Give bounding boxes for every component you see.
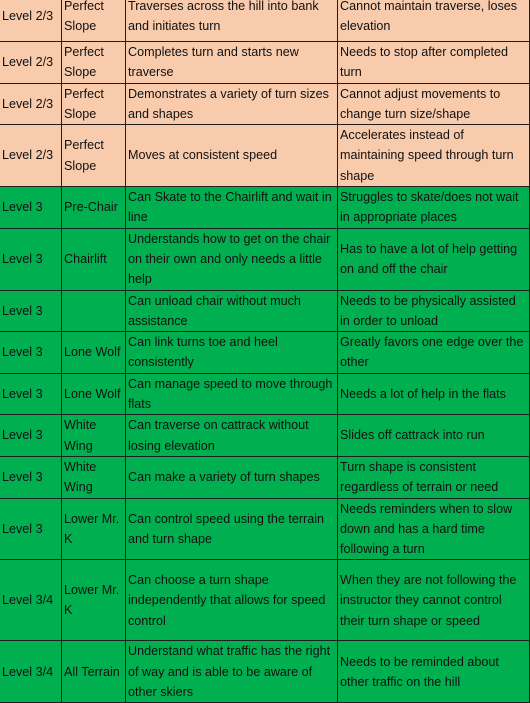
level-cell[interactable]: Level 3 xyxy=(0,332,62,374)
can-cell[interactable]: Traverses across the hill into bank and initiates turn xyxy=(126,0,338,42)
skill-cell[interactable]: White Wing xyxy=(62,415,126,457)
can-cell[interactable]: Can make a variety of turn shapes xyxy=(126,456,338,498)
level-cell[interactable]: Level 3 xyxy=(0,415,62,457)
cannot-cell[interactable]: Needs to stop after completed turn xyxy=(338,42,530,84)
skill-cell[interactable]: White Wing xyxy=(62,456,126,498)
cannot-cell[interactable]: Greatly favors one edge over the other xyxy=(338,332,530,374)
table-row xyxy=(0,228,530,290)
can-cell[interactable]: Understand what traffic has the right of way and is able to be aware of other skiers xyxy=(126,641,338,703)
level-cell[interactable]: Level 2/3 xyxy=(0,125,62,187)
can-cell[interactable]: Can control speed using the terrain and turn shape xyxy=(126,498,338,560)
cannot-cell[interactable]: Has to have a lot of help getting on and off the chair xyxy=(338,228,530,290)
skill-cell[interactable]: Perfect Slope xyxy=(62,42,126,84)
cannot-cell[interactable]: When they are not following the instructor they cannot control their turn shape or speed xyxy=(338,560,530,641)
skill-cell[interactable]: Lone Wolf xyxy=(62,373,126,415)
can-cell[interactable]: Demonstrates a variety of turn sizes and shapes xyxy=(126,83,338,125)
can-cell[interactable]: Can choose a turn shape independently that allows for speed control xyxy=(126,560,338,641)
table-row xyxy=(0,125,530,187)
skill-cell[interactable]: Chairlift xyxy=(62,228,126,290)
table-row xyxy=(0,332,530,374)
level-cell[interactable]: Level 3/4 xyxy=(0,641,62,703)
level-cell[interactable]: Level 3 xyxy=(0,373,62,415)
level-cell[interactable]: Level 3 xyxy=(0,456,62,498)
table-row xyxy=(0,373,530,415)
level-cell[interactable]: Level 3 xyxy=(0,228,62,290)
table-row xyxy=(0,187,530,229)
table-row xyxy=(0,641,530,703)
level-cell[interactable]: Level 2/3 xyxy=(0,0,62,42)
can-cell[interactable]: Can Skate to the Chairlift and wait in line xyxy=(126,187,338,229)
cannot-cell[interactable]: Cannot maintain traverse, loses elevation xyxy=(338,0,530,42)
skill-cell[interactable]: Perfect Slope xyxy=(62,83,126,125)
skill-cell[interactable]: Perfect Slope xyxy=(62,0,126,42)
can-cell[interactable]: Can unload chair without much assistance xyxy=(126,290,338,332)
can-cell[interactable]: Can manage speed to move through flats xyxy=(126,373,338,415)
cannot-cell[interactable]: Needs reminders when to slow down and has a hard time following a turn xyxy=(338,498,530,560)
table-row xyxy=(0,0,530,42)
table-row xyxy=(0,498,530,560)
can-cell[interactable]: Can traverse on cattrack without losing elevation xyxy=(126,415,338,457)
level-cell[interactable]: Level 2/3 xyxy=(0,83,62,125)
table-row xyxy=(0,290,530,332)
level-cell[interactable]: Level 3 xyxy=(0,498,62,560)
table-row xyxy=(0,415,530,457)
table-row xyxy=(0,83,530,125)
cannot-cell[interactable]: Slides off cattrack into run xyxy=(338,415,530,457)
cannot-cell[interactable]: Accelerates instead of maintaining speed through turn shape xyxy=(338,125,530,187)
cannot-cell[interactable]: Needs to be physically assisted in order to unload xyxy=(338,290,530,332)
level-cell[interactable]: Level 2/3 xyxy=(0,42,62,84)
skill-cell[interactable]: Lower Mr. K xyxy=(62,498,126,560)
can-cell[interactable]: Can link turns toe and heel consistently xyxy=(126,332,338,374)
cannot-cell[interactable]: Cannot adjust movements to change turn size/shape xyxy=(338,83,530,125)
skill-cell[interactable]: Lone Wolf xyxy=(62,332,126,374)
can-cell[interactable]: Completes turn and starts new traverse xyxy=(126,42,338,84)
level-cell[interactable]: Level 3/4 xyxy=(0,560,62,641)
skill-cell[interactable]: All Terrain xyxy=(62,641,126,703)
skill-cell[interactable]: Perfect Slope xyxy=(62,125,126,187)
cannot-cell[interactable]: Turn shape is consistent regardless of terrain or need xyxy=(338,456,530,498)
cannot-cell[interactable]: Needs to be reminded about other traffic on the hill xyxy=(338,641,530,703)
cannot-cell[interactable]: Struggles to skate/does not wait in appropriate places xyxy=(338,187,530,229)
skill-cell[interactable]: Lower Mr. K xyxy=(62,560,126,641)
skill-cell[interactable]: Pre-Chair xyxy=(62,187,126,229)
skill-cell[interactable] xyxy=(62,290,126,332)
level-cell[interactable]: Level 3 xyxy=(0,187,62,229)
level-cell[interactable]: Level 3 xyxy=(0,290,62,332)
cannot-cell[interactable]: Needs a lot of help in the flats xyxy=(338,373,530,415)
can-cell[interactable]: Understands how to get on the chair on their own and only needs a little help xyxy=(126,228,338,290)
table-row xyxy=(0,42,530,84)
can-cell[interactable]: Moves at consistent speed xyxy=(126,125,338,187)
table-row xyxy=(0,560,530,641)
table-row xyxy=(0,456,530,498)
